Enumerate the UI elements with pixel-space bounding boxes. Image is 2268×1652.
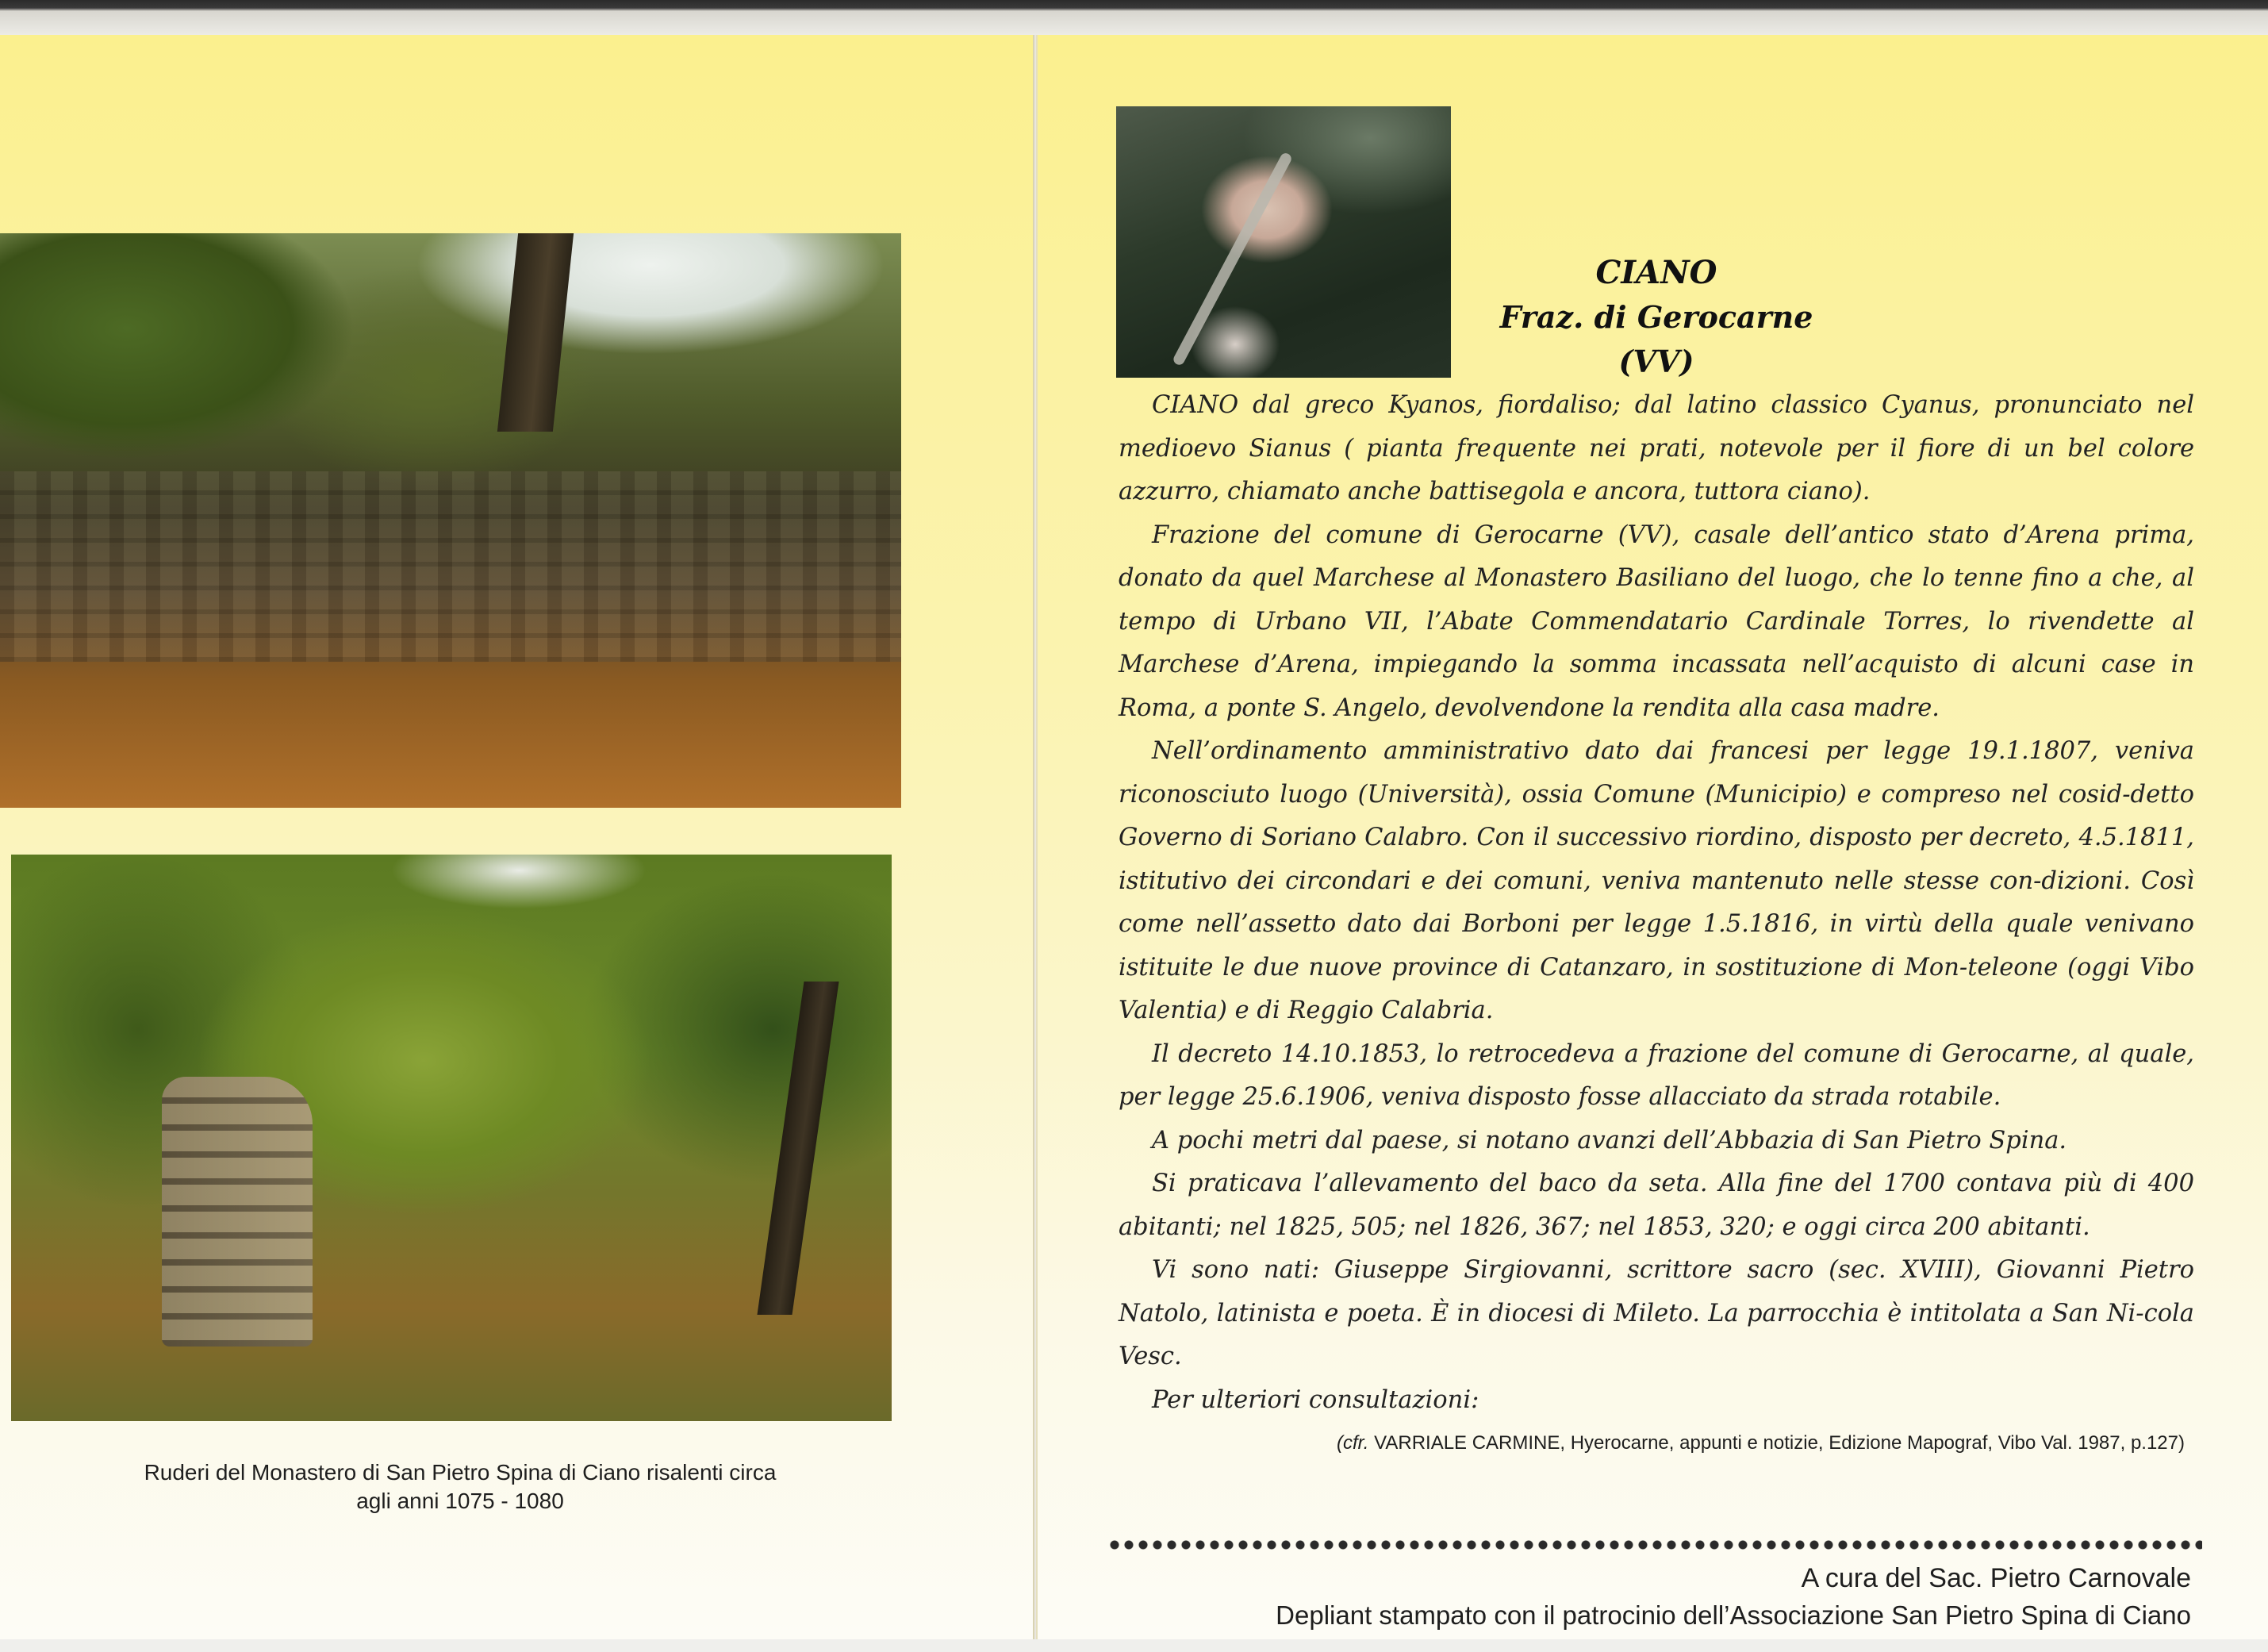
credit-sponsor: Depliant stampato con il patrocinio dell’Associazione San Pietro Spina di Ciano [1276, 1600, 2191, 1630]
page-subtitle: Fraz. di Gerocarne (VV) [1499, 299, 1813, 379]
caption-line-1: Ruderi del Monastero di San Pietro Spina di Ciano risalenti circa [144, 1460, 777, 1485]
paragraph: CIANO dal greco Kyanos, fiordaliso; dal latino classico Cyanus, pronunciato nel medioevo Sianus ( pianta frequente nei prati, notevole per il fiore di un bel colore azzurro, chiamato anche battisegola e ancora, tuttora ciano). [1119, 391, 2194, 505]
photo-stone-wall [0, 233, 901, 808]
body-text [1119, 384, 2194, 1422]
paragraph: Vi sono nati: Giuseppe Sirgiovanni, scrittore sacro (sec. XVIII), Giovanni Pietro Natolo, latinista e poeta. È in diocesi di Mileto. La parrocchia è intitolata a San Ni-cola Vesc. [1119, 1256, 2194, 1370]
dry-stone-wall [0, 471, 901, 662]
caption-line-2: agli anni 1075 - 1080 [356, 1489, 564, 1513]
ruin-wall [162, 1077, 313, 1347]
dotted-separator [1107, 1539, 2202, 1550]
paragraph: Nell’ordinamento amministrativo dato dai francesi per legge 19.1.1807, veniva riconosciuto luogo (Università), ossia Comune (Municipio) e compreso nel cosid-detto Governo di Soriano Calabro. Con il successivo riordino, disposto per decreto, 4.5.1811, istitutivo dei circondari e dei comuni, veniva mantenuto nelle stesse con-dizioni. Così come nell’assetto dato dai Borboni per legge 1.5.1816, in virtù della quale venivano istituite le due nuove province di Catanzaro, in sostituzione di Mon-teleone (oggi Vibo Valentia) e di Reggio Calabria. [1119, 737, 2194, 1024]
paragraph: A pochi metri dal paese, si notano avanzi dell’Abbazia di San Pietro Spina. [1152, 1126, 2067, 1154]
citation-prefix: (cfr. [1337, 1432, 1369, 1454]
paragraph: Per ulteriori consultazioni: [1152, 1385, 1479, 1414]
winding-road [1172, 152, 1293, 367]
title-block [1458, 251, 1855, 384]
paragraph: Il decreto 14.10.1853, lo retrocedeva a frazione del comune di Gerocarne, al quale, per legge 25.6.1906, veniva disposto fosse allacciato da strada rotabile. [1119, 1039, 2194, 1111]
citation [1119, 1430, 2185, 1457]
citation-text: VARRIALE CARMINE, Hyerocarne, appunti e notizie, Edizione Mapograf, Vibo Val. 1987, p.127) [1368, 1432, 2185, 1454]
tree-trunk [757, 982, 839, 1315]
scan-border-bottom [0, 1639, 2268, 1652]
paragraph: Frazione del comune di Gerocarne (VV), casale dell’antico stato d’Arena prima, donato da quel Marchese al Monastero Basiliano del luogo, che lo tenne fino a che, al tempo di Urbano VII, l’Abate Commendatario Cardinale Torres, lo rivendette al Marchese d’Arena, impiegando la somma incassata nell’acquisto di alcuni case in Roma, a ponte S. Angelo, devolvendone la rendita alla casa madre. [1119, 521, 2194, 722]
scan-border-top [0, 0, 2268, 35]
photo-aerial-ciano [1116, 106, 1451, 378]
page-title: CIANO [1595, 254, 1717, 291]
photo-caption [63, 1458, 857, 1516]
paragraph: Si praticava l’allevamento del baco da seta. Alla fine del 1700 contava più di 400 abitanti; nel 1825, 505; nel 1826, 367; nel 1853, 320; e oggi circa 200 abitanti. [1119, 1170, 2194, 1241]
credit-editor: A cura del Sac. Pietro Carnovale [1801, 1563, 2191, 1593]
olive-trunk [497, 233, 574, 432]
photo-monastery-ruins [11, 855, 892, 1421]
